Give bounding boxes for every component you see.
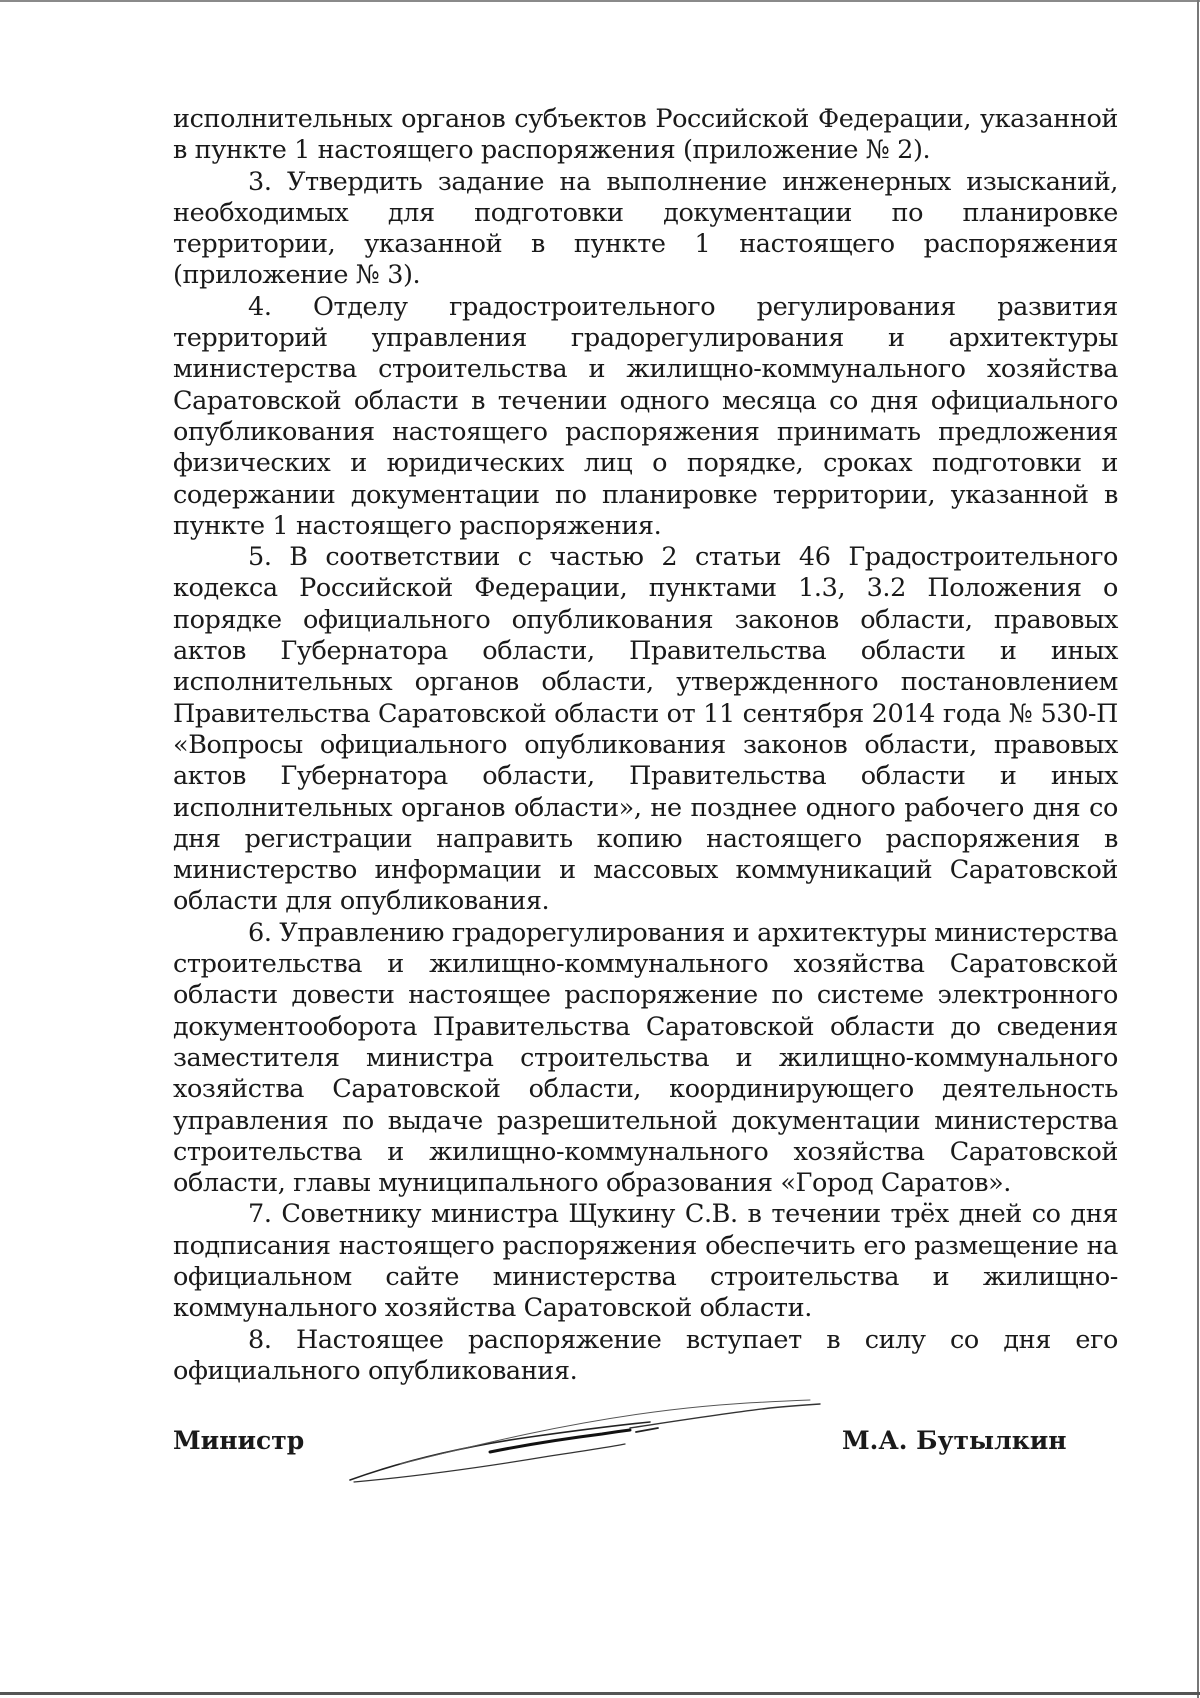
signature-block (0, 1420, 1200, 1500)
document-body (173, 104, 1118, 1387)
signatory-name: М.А. Бутылкин (842, 1426, 1067, 1455)
paragraph-item-4: 4. Отделу градостроительного регулирования развития территорий управления градорегулирования и архитектуры министерства строительства и жилищно-коммунального хозяйства Саратовской области в течении одного месяца со дня официального опубликования настоящего распоряжения принимать предложения физических и юридических лиц о порядке, сроках подготовки и содержании документации по планировке территории, указанной в пункте 1 настоящего распоряжения. (173, 291, 1118, 541)
handwritten-signature (340, 1392, 880, 1492)
scan-edge-bottom (0, 1692, 1200, 1695)
paragraph-item-3: 3. Утвердить задание на выполнение инженерных изысканий, необходимых для подготовки документации по планировке территории, указанной в пункте 1 настоящего распоряжения (приложение № 3). (173, 166, 1118, 291)
signatory-title: Министр (173, 1426, 305, 1455)
paragraph-continuation: исполнительных органов субъектов Российской Федерации, указанной в пункте 1 настоящего распоряжения (приложение № 2). (173, 104, 1118, 166)
paragraph-item-5: 5. В соответствии с частью 2 статьи 46 Градостроительного кодекса Российской Федерации, пунктами 1.3, 3.2 Положения о порядке официального опубликования законов области, правовых актов Губернатора области, Правительства области и иных исполнительных органов области, утвержденного постановлением Правительства Саратовской области от 11 сентября 2014 года № 530-П «Вопросы официального опубликования законов области, правовых актов Губернатора области, Правительства области и иных исполнительных органов области», не позднее одного рабочего дня со дня регистрации направить копию настоящего распоряжения в министерство информации и массовых коммуникаций Саратовской области для опубликования. (173, 542, 1118, 917)
paragraph-item-6: 6. Управлению градорегулирования и архитектуры министерства строительства и жилищно-коммунального хозяйства Саратовской области довести настоящее распоряжение по системе электронного документооборота Правительства Саратовской области до сведения заместителя министра строительства и жилищно-коммунального хозяйства Саратовской области, координирующего деятельность управления по выдаче разрешительной документации министерства строительства и жилищно-коммунального хозяйства Саратовской области, главы муниципального образования «Город Саратов». (173, 917, 1118, 1199)
scan-edge-top (0, 0, 1200, 2)
paragraph-item-7: 7. Советнику министра Щукину С.В. в течении трёх дней со дня подписания настоящего распоряжения обеспечить его размещение на официальном сайте министерства строительства и жилищно-коммунального хозяйства Саратовской области. (173, 1199, 1118, 1324)
paragraph-item-8: 8. Настоящее распоряжение вступает в силу со дня его официального опубликования. (173, 1324, 1118, 1386)
